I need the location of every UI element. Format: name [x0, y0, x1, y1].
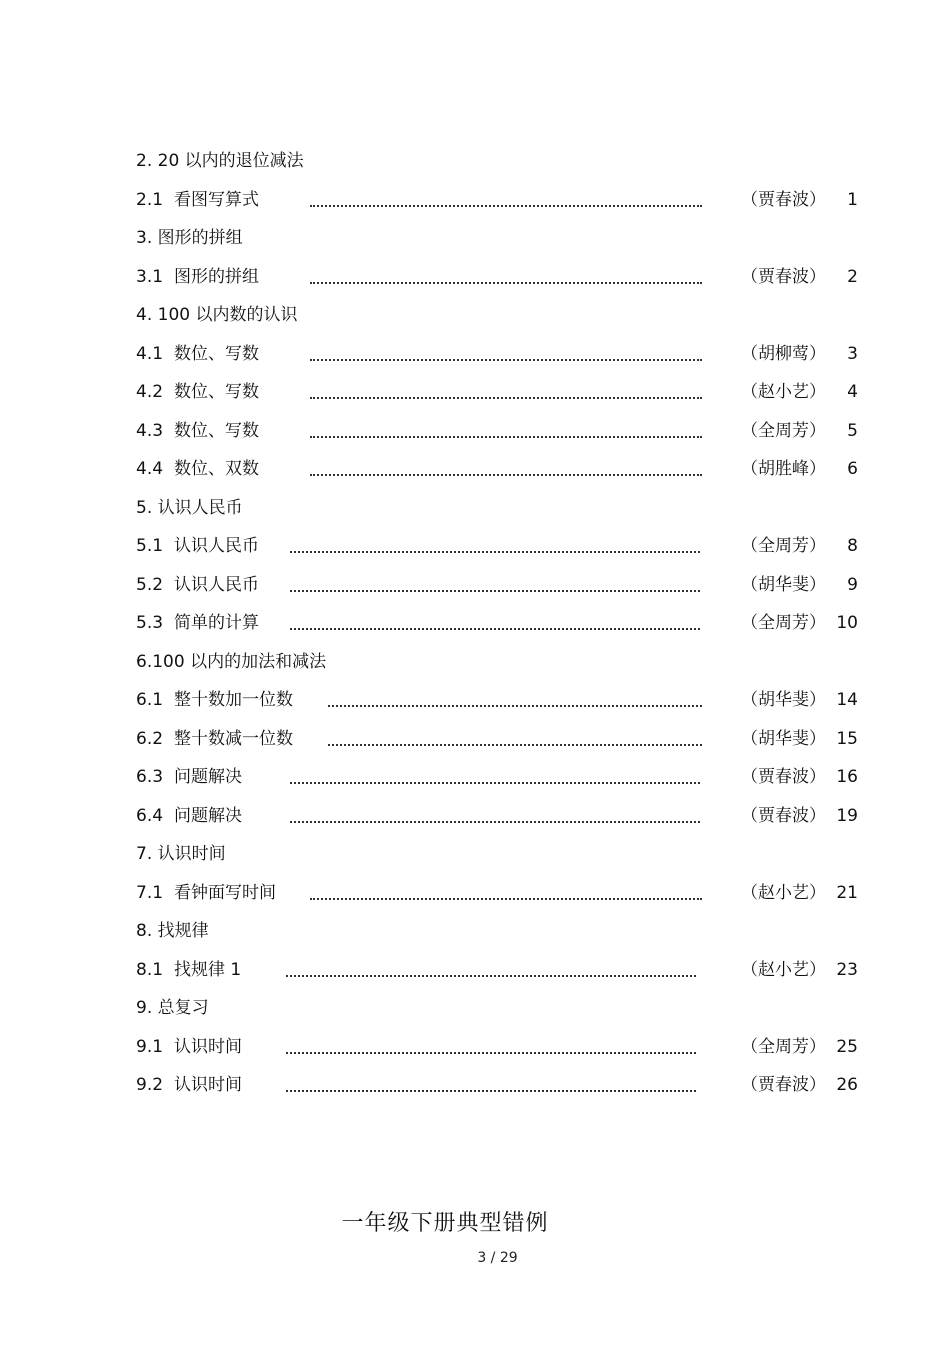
toc-dot-leader: [290, 768, 700, 784]
toc-dot-leader: [286, 961, 696, 977]
toc-entry-number: 8.1: [136, 959, 164, 980]
toc-dot-leader: [310, 345, 702, 361]
toc-entry-title: 数位、写数: [174, 420, 259, 441]
toc-entry-page-number: 23: [836, 959, 858, 980]
toc-entry-number: 4.3: [136, 420, 164, 441]
toc-entry: [136, 450, 866, 489]
toc-entry-title: 数位、写数: [174, 343, 259, 364]
page-indicator: 3 / 29: [477, 1250, 518, 1266]
toc-section-heading: 7. 认识时间: [136, 844, 226, 864]
toc-entry-number: 4.2: [136, 382, 164, 402]
toc-entry-page-number: 19: [836, 805, 858, 826]
toc-dot-leader: [310, 884, 702, 900]
toc-entry: [136, 181, 866, 220]
toc-entry-title: 问题解决: [174, 767, 242, 787]
toc-section-heading: 3. 图形的拼组: [136, 228, 243, 248]
toc-entry: [136, 527, 866, 566]
toc-entry-page-number: 4: [847, 382, 858, 402]
toc-entry: [136, 335, 866, 374]
toc-entry-author: （胡华斐）: [741, 728, 826, 749]
toc-entry-author: （全周芳）: [741, 536, 826, 556]
toc-entry: [136, 758, 866, 797]
toc-entry-author: （胡华斐）: [741, 690, 826, 710]
toc-section-heading: 8. 找规律: [136, 921, 209, 941]
toc-entry-author: （赵小艺）: [741, 382, 826, 402]
toc-entry: [136, 874, 866, 913]
toc-section-heading: 6.100 以内的加法和减法: [136, 651, 327, 672]
toc-entry: [136, 1066, 866, 1105]
toc-entry-title: 整十数减一位数: [174, 728, 293, 749]
toc-entry-page-number: 21: [836, 882, 858, 903]
toc-entry-number: 9.2: [136, 1075, 164, 1095]
toc-entry-number: 9.1: [136, 1036, 164, 1057]
toc-entry: [136, 373, 866, 412]
toc-entry-title: 整十数加一位数: [174, 690, 293, 710]
toc-entry-title: 看钟面写时间: [174, 882, 276, 903]
toc-entry-author: （贾春波）: [741, 266, 826, 287]
toc-entry-author: （全周芳）: [741, 1036, 826, 1057]
toc-entry-author: （赵小艺）: [741, 882, 826, 903]
toc-entry: [136, 1028, 866, 1067]
toc-entry-title: 找规律 1: [174, 959, 242, 980]
toc-entry-author: （胡胜峰）: [741, 459, 826, 479]
toc-entry-author: （贾春波）: [741, 805, 826, 826]
toc-entry-title: 认识人民币: [174, 574, 259, 595]
document-title: 一年级下册典型错例: [341, 1211, 549, 1236]
toc-dot-leader: [310, 383, 702, 399]
toc-section-heading: 2. 20 以内的退位减法: [136, 151, 304, 171]
toc-entry-number: 5.1: [136, 536, 164, 556]
toc-entry-author: （胡柳莺）: [741, 343, 826, 364]
toc-entry-number: 6.3: [136, 767, 164, 787]
toc-entry-author: （全周芳）: [741, 420, 826, 441]
toc-entry-page-number: 26: [836, 1075, 858, 1095]
toc-entry-title: 简单的计算: [174, 613, 259, 633]
toc-entry: [136, 566, 866, 605]
toc-entry-author: （全周芳）: [741, 613, 826, 633]
toc-dot-leader: [290, 614, 700, 630]
toc-entry-page-number: 5: [847, 420, 858, 441]
toc-section-heading: 5. 认识人民币: [136, 497, 243, 518]
toc-dot-leader: [310, 268, 702, 284]
toc-entry-number: 6.4: [136, 805, 164, 826]
toc-entry-number: 5.2: [136, 574, 164, 595]
toc-section-heading: 9. 总复习: [136, 998, 209, 1018]
toc-entry-title: 看图写算式: [174, 189, 259, 210]
toc-entry: [136, 681, 866, 720]
toc-entry-title: 数位、双数: [174, 459, 259, 479]
toc-entry: [136, 720, 866, 759]
toc-entry-title: 认识人民币: [174, 536, 259, 556]
toc-entry-page-number: 14: [836, 690, 858, 710]
toc-entry: [136, 258, 866, 297]
toc-entry-number: 3.1: [136, 266, 164, 287]
toc-entry-page-number: 9: [847, 574, 858, 595]
toc-entry: [136, 604, 866, 643]
toc-entry-page-number: 6: [847, 459, 858, 479]
toc-entry-author: （胡华斐）: [741, 574, 826, 595]
toc-dot-leader: [310, 460, 702, 476]
toc-entry-title: 数位、写数: [174, 382, 259, 402]
toc-dot-leader: [328, 691, 702, 707]
toc-entry-page-number: 8: [847, 536, 858, 556]
toc-entry-page-number: 3: [847, 343, 858, 364]
toc-dot-leader: [290, 807, 700, 823]
toc-entry-title: 认识时间: [174, 1075, 242, 1095]
toc-entry-page-number: 2: [847, 266, 858, 287]
toc-dot-leader: [310, 422, 702, 438]
toc-entry-author: （贾春波）: [741, 189, 826, 210]
toc-entry-number: 5.3: [136, 613, 164, 633]
toc-entry-number: 7.1: [136, 882, 164, 903]
toc-dot-leader: [286, 1038, 696, 1054]
toc-entry: [136, 797, 866, 836]
toc-dot-leader: [290, 537, 700, 553]
toc-entry-number: 2.1: [136, 189, 164, 210]
toc-entry-number: 6.2: [136, 728, 164, 749]
toc-entry-page-number: 15: [836, 728, 858, 749]
toc-entry-number: 4.1: [136, 343, 164, 364]
toc-entry-page-number: 25: [836, 1036, 858, 1057]
toc-entry-page-number: 10: [836, 613, 858, 633]
toc-entry: [136, 412, 866, 451]
toc-entry-number: 4.4: [136, 459, 164, 479]
toc-dot-leader: [310, 191, 702, 207]
toc-dot-leader: [290, 576, 700, 592]
toc-entry-title: 问题解决: [174, 805, 242, 826]
toc-entry-author: （赵小艺）: [741, 959, 826, 980]
toc-section-heading: 4. 100 以内数的认识: [136, 305, 298, 325]
toc-entry-author: （贾春波）: [741, 767, 826, 787]
toc-dot-leader: [286, 1076, 696, 1092]
toc-dot-leader: [328, 730, 702, 746]
toc-entry-number: 6.1: [136, 690, 164, 710]
table-of-contents: [136, 142, 866, 1105]
toc-entry-title: 认识时间: [174, 1036, 242, 1057]
toc-entry-page-number: 1: [847, 189, 858, 210]
toc-entry-title: 图形的拼组: [174, 266, 259, 287]
toc-entry: [136, 951, 866, 990]
toc-entry-page-number: 16: [836, 767, 858, 787]
toc-entry-author: （贾春波）: [741, 1075, 826, 1095]
